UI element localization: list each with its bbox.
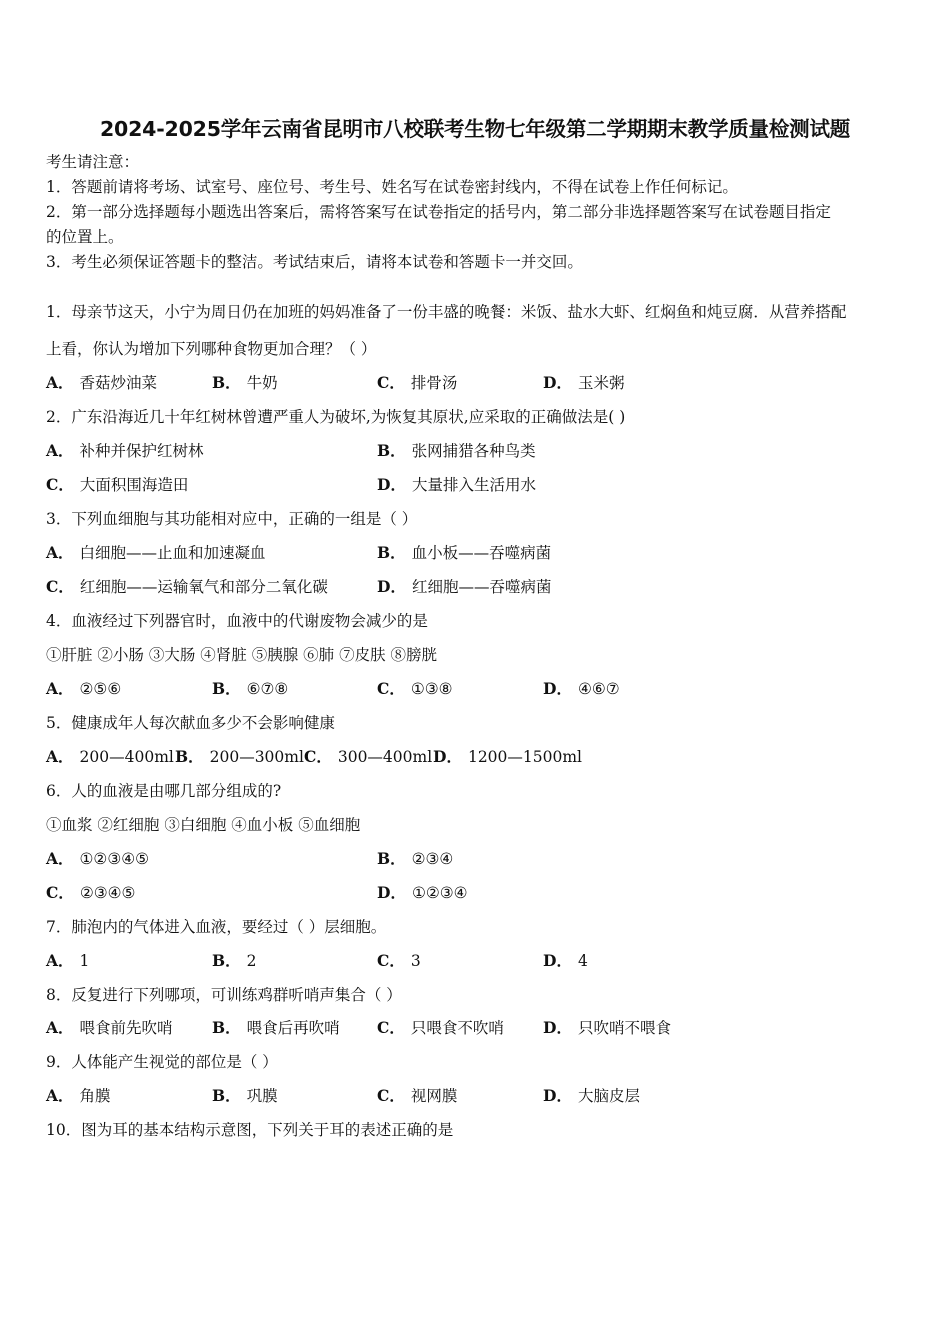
option-c: C． 视网膜 xyxy=(377,1086,458,1105)
option-a: A． 角膜 xyxy=(46,1086,111,1105)
option-b: B． 牛奶 xyxy=(212,373,278,392)
option-b: B． ②③④ xyxy=(377,849,454,868)
option-c: C． 红细胞——运输氧气和部分二氧化碳 xyxy=(46,577,328,596)
option-a: A． 200—400ml xyxy=(46,747,174,766)
notice-item: 1．答题前请将考场、试室号、座位号、考生号、姓名写在试卷密封线内，不得在试卷上作任何标记。 xyxy=(46,178,738,196)
notice-item: 2．第一部分选择题每小题选出答案后，需将答案写在试卷指定的括号内，第二部分非选择题答案写在试卷题目指定 xyxy=(46,203,831,221)
option-c: C． 大面积围海造田 xyxy=(46,475,189,494)
question-stem: 5．健康成年人每次献血多少不会影响健康 xyxy=(46,714,335,732)
question-stem: 8．反复进行下列哪项，可训练鸡群听哨声集合（ ） xyxy=(46,986,402,1004)
option-d: D． 大脑皮层 xyxy=(543,1086,640,1105)
question-stem: 6．人的血液是由哪几部分组成的? xyxy=(46,782,282,800)
option-a: A． 1 xyxy=(46,951,90,970)
option-b: B． 200—300ml xyxy=(175,747,304,766)
option-a: A． ②⑤⑥ xyxy=(46,679,122,698)
question-stem: 3．下列血细胞与其功能相对应中，正确的一组是（ ） xyxy=(46,510,418,528)
option-d: D． 1200—1500ml xyxy=(433,747,583,766)
question-stem: 7．肺泡内的气体进入血液，要经过（ ）层细胞。 xyxy=(46,918,387,936)
question-stem: 4．血液经过下列器官时，血液中的代谢废物会减少的是 xyxy=(46,612,428,630)
option-a: A． 香菇炒油菜 xyxy=(46,373,158,392)
option-c: C． ①③⑧ xyxy=(377,679,453,698)
option-d: D． 玉米粥 xyxy=(543,373,625,392)
question-stem: ①肝脏 ②小肠 ③大肠 ④肾脏 ⑤胰腺 ⑥肺 ⑦皮肤 ⑧膀胱 xyxy=(46,646,437,664)
option-d: D． ④⑥⑦ xyxy=(543,679,620,698)
option-b: B． 血小板——吞噬病菌 xyxy=(377,543,552,562)
option-a: A． 白细胞——止血和加速凝血 xyxy=(46,543,266,562)
option-b: B． ⑥⑦⑧ xyxy=(212,679,289,698)
notice-item: 3．考生必须保证答题卡的整洁。考试结束后，请将本试卷和答题卡一并交回。 xyxy=(46,253,583,271)
option-c: C． ②③④⑤ xyxy=(46,883,136,902)
question-stem: 2．广东沿海近几十年红树林曾遭严重人为破坏,为恢复其原状,应采取的正确做法是( ) xyxy=(46,408,626,426)
option-c: C． 3 xyxy=(377,951,421,970)
option-b: B． 张网捕猎各种鸟类 xyxy=(377,441,536,460)
question-stem: 9．人体能产生视觉的部位是（ ） xyxy=(46,1053,278,1071)
option-b: B． 喂食后再吹哨 xyxy=(212,1018,340,1037)
option-a: A． ①②③④⑤ xyxy=(46,849,150,868)
option-c: C． 300—400ml xyxy=(304,747,433,766)
question-stem: 上看，你认为增加下列哪种食物更加合理？（ ） xyxy=(46,340,377,358)
option-d: D． 大量排入生活用水 xyxy=(377,475,536,494)
notice-item: 的位置上。 xyxy=(46,228,124,246)
question-stem: 10．图为耳的基本结构示意图，下列关于耳的表述正确的是 xyxy=(46,1121,454,1139)
notice-heading: 考生请注意： xyxy=(46,153,140,171)
option-c: C． 排骨汤 xyxy=(377,373,458,392)
option-d: D． 4 xyxy=(543,951,588,970)
option-a: A． 喂食前先吹哨 xyxy=(46,1018,173,1037)
option-d: D． 红细胞——吞噬病菌 xyxy=(377,577,552,596)
option-d: D． ①②③④ xyxy=(377,883,468,902)
option-b: B． 巩膜 xyxy=(212,1086,278,1105)
question-stem: ①血浆 ②红细胞 ③白细胞 ④血小板 ⑤血细胞 xyxy=(46,816,361,834)
option-a: A． 补种并保护红树林 xyxy=(46,441,204,460)
option-c: C． 只喂食不吹哨 xyxy=(377,1018,504,1037)
option-d: D． 只吹哨不喂食 xyxy=(543,1018,671,1037)
question-stem: 1．母亲节这天，小宁为周日仍在加班的妈妈准备了一份丰盛的晚餐：米饭、盐水大虾、红焖鱼和炖豆腐．从营养搭配 xyxy=(46,303,847,321)
option-b: B． 2 xyxy=(212,951,257,970)
page-title: 2024-2025学年云南省昆明市八校联考生物七年级第二学期期末教学质量检测试题 xyxy=(99,117,851,141)
